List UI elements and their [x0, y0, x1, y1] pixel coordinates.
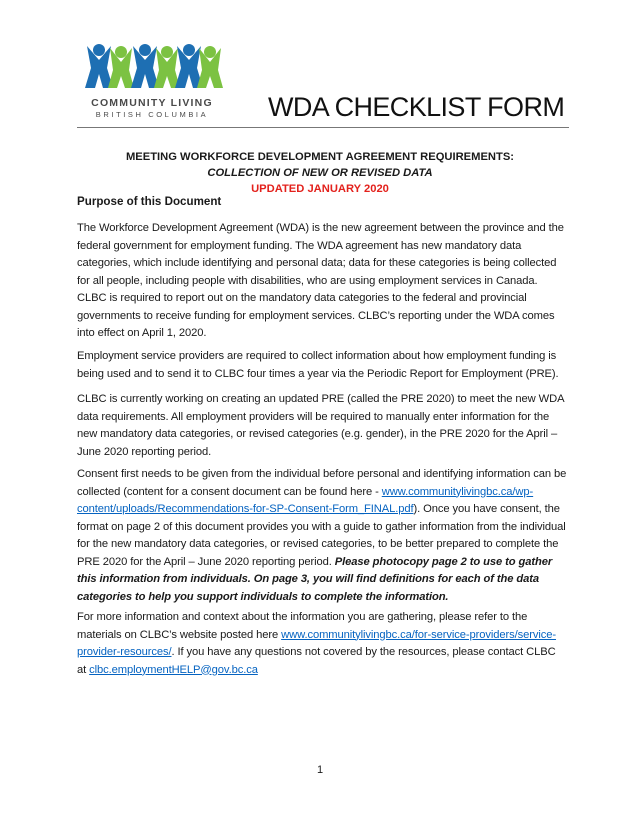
paragraph-5-text-b: . If you have any questions not covered by the resources, please contact CLBC at [77, 646, 556, 676]
figure-blue-2 [131, 44, 159, 88]
paragraph-4 [77, 466, 567, 606]
paragraph-4-text-b: ). Once you have consent, the format on page 2 of this document provides you with a guide to gather information from the individual for the new mandatory data categories, or revised categories, to be better prepared to complete the PRE 2020 for the April – June 2020 reporting period. [77, 503, 566, 568]
paragraph-5 [77, 609, 567, 679]
contact-email-link[interactable]: clbc.employmentHELP@gov.bc.ca [89, 663, 258, 676]
paragraph-1: The Workforce Development Agreement (WDA) is the new agreement between the province and the federal government for employment funding. The WDA agreement has new mandatory data categories, which include identifying and personal data; data for these categories is being collected for all people, including people with disabilities, who are using employment services in Canada. CLBC is required to report out on the mandatory data categories to the federal and provincial governments to receive funding for employment services. CLBC’s reporting under the WDA comes into effect on April 1, 2020. [77, 222, 564, 339]
figure-green-1 [108, 46, 134, 88]
paragraph-3: CLBC is currently working on creating an updated PRE (called the PRE 2020) to meet the new WDA data requirements. All employment providers will be required to manually enter information for the new mandatory data categories, or revised categories (e.g. gender), in the PRE 2020 for the April – June 2020 reporting period. [77, 393, 564, 458]
section-title: Purpose of this Document [77, 195, 222, 208]
paragraph-2: Employment service providers are required to collect information about how employment funding is being used and to send it to CLBC four times a year via the Periodic Report for Employment (PRE). [77, 350, 559, 380]
header-divider [77, 127, 569, 128]
figure-green-3 [197, 46, 223, 88]
paragraph-4-emphasis: Please photocopy page 2 to use to gather this information from individuals. On page 3, you will find definitions for each of the data categories to help you support individuals to complete the information. [77, 555, 553, 603]
figure-blue-1 [85, 44, 113, 88]
heading-updated-date: UPDATED JANUARY 2020 [251, 183, 389, 195]
logo-text-community-living: COMMUNITY LIVING [91, 97, 213, 109]
service-provider-resources-link[interactable]: www.communitylivingbc.ca/for-service-providers/service-provider-resources/ [77, 628, 557, 658]
figure-green-2 [154, 46, 180, 88]
consent-form-link[interactable]: www.communitylivingbc.ca/wp-content/uploads/Recommendations-for-SP-Consent-Form_FINAL.pdf [77, 485, 534, 515]
figure-blue-3 [175, 44, 203, 88]
document-heading [77, 149, 563, 197]
heading-line-2: COLLECTION OF NEW OR REVISED DATA [207, 167, 433, 179]
paragraph-4-text-a: Consent first needs to be given from the individual before personal and identifying information can be collected (content for a consent document can be found here - [77, 468, 567, 498]
heading-line-1: MEETING WORKFORCE DEVELOPMENT AGREEMENT REQUIREMENTS: [125, 151, 515, 163]
form-title: WDA CHECKLIST FORM [268, 92, 565, 122]
paragraph-5-text-a: For more information and context about the information you are gathering, please refer to the materials on CLBC’s website posted here [77, 611, 528, 641]
page-number: 1 [316, 764, 324, 776]
logo-text-british-columbia: BRITISH COLUMBIA [95, 110, 209, 119]
